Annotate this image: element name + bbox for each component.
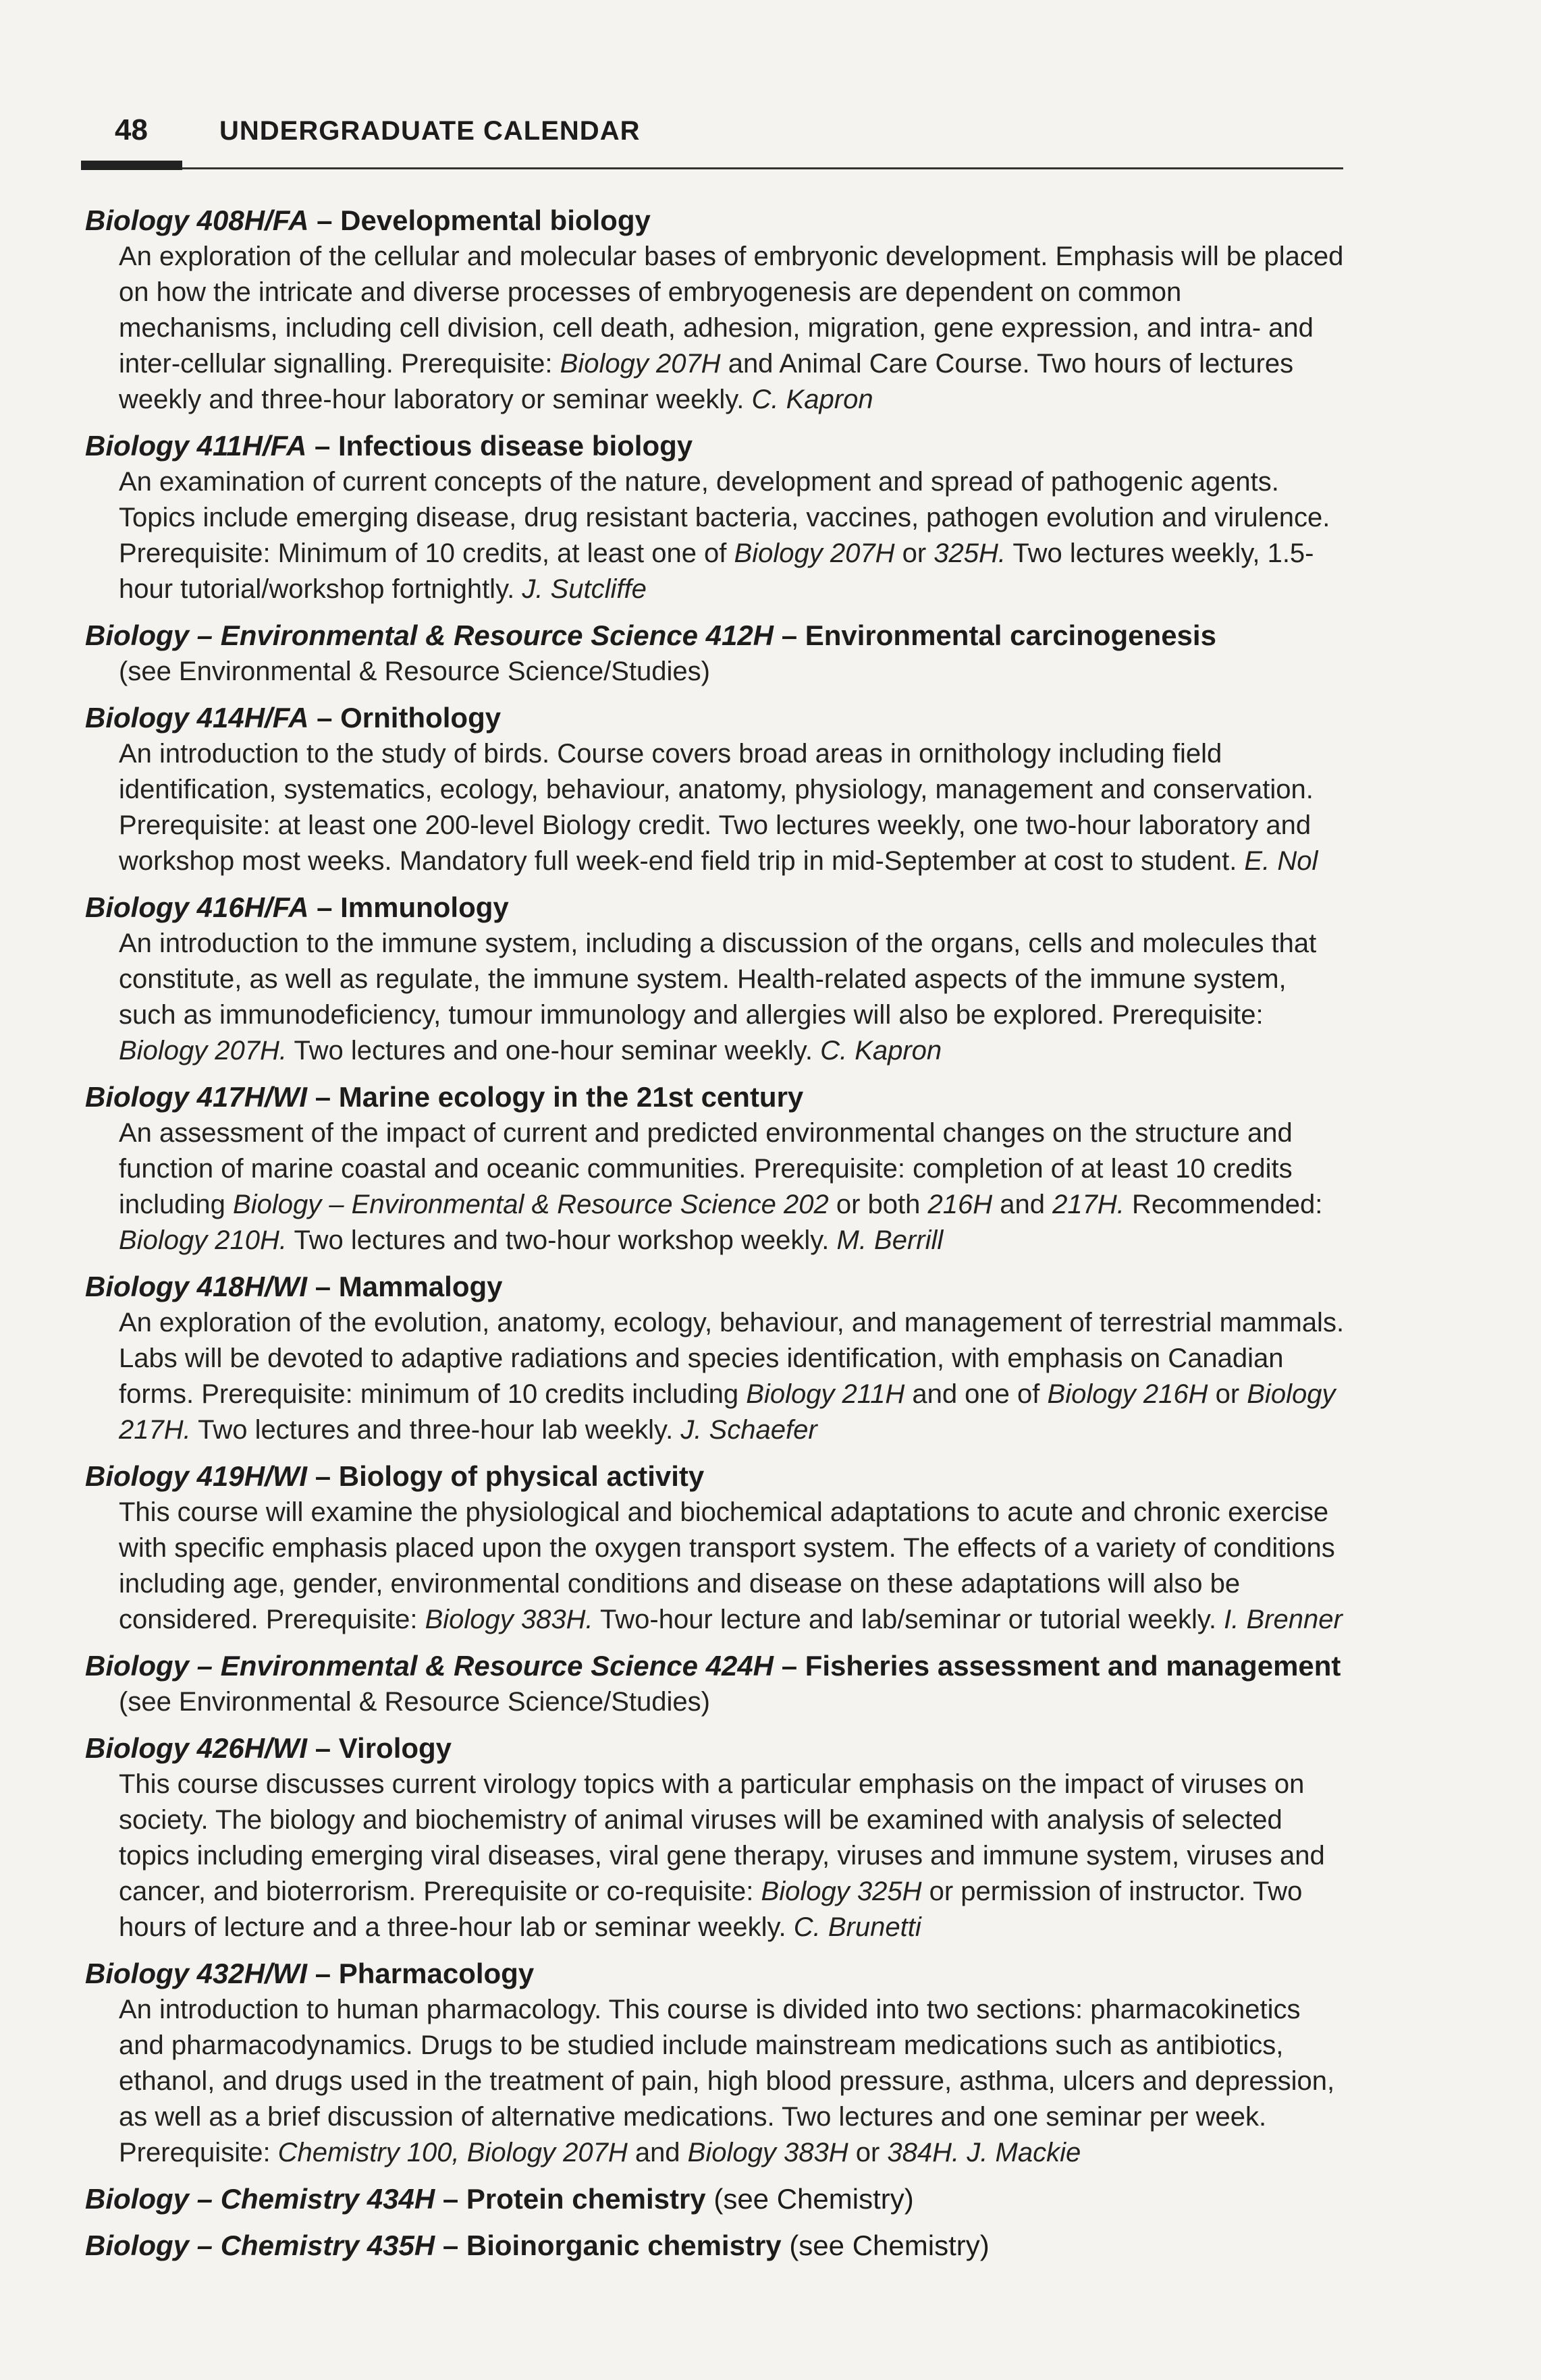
description-emphasis: Biology 211H [746,1379,905,1409]
course-description [119,239,1347,418]
course-description [119,1115,1347,1258]
description-emphasis: J. Sutcliffe [522,574,647,604]
course-entry [85,1730,1347,1945]
course-entry [85,202,1347,418]
course-title: Protein chemistry [466,2183,706,2215]
description-text: Two lectures and one-hour seminar weekly. [287,1036,821,1066]
page-header [81,113,1343,167]
course-separator: – [435,2230,466,2261]
description-emphasis: Biology 216H [1047,1379,1208,1409]
course-description [119,1992,1347,2171]
header-rule [182,167,1343,169]
course-entry [85,889,1347,1069]
course-code: Biology – Environmental & Resource Science 412H [85,619,774,651]
course-entry [85,1458,1347,1638]
course-code: Biology 416H/FA [85,891,309,923]
course-heading [85,1458,1347,1495]
page-number: 48 [115,113,148,146]
course-separator: – [307,1732,339,1764]
description-text: This course will examine the physiological and biochemical adaptations to acute and chronic exercise with specific emphasis placed upon the oxygen transport system. The effects of a variety of conditions including age, gender, environmental conditions and disease on these adaptations will also be considered. Prerequisite: [119,1497,1335,1634]
course-separator: – [307,1958,339,1989]
description-text: and [992,1190,1053,1219]
course-heading [85,428,1347,464]
course-heading [85,1956,1347,1992]
description-text: or both [828,1190,928,1219]
course-separator: – [774,619,805,651]
description-emphasis: 216H [927,1190,993,1219]
course-code: Biology 432H/WI [85,1958,308,1989]
course-heading [85,2181,1347,2217]
course-separator: – [307,1271,339,1302]
course-title: Infectious disease biology [338,430,693,462]
course-code: Biology 408H/FA [85,204,309,236]
description-emphasis: C. Brunetti [793,1912,921,1942]
course-description [119,464,1347,607]
course-code: Biology – Chemistry 434H [85,2183,435,2215]
course-separator: – [307,1460,339,1492]
description-text: An introduction to the immune system, including a discussion of the organs, cells and molecules that constitute, as well as regulate, the immune system. Health-related aspects of the immune system, such as immunodeficiency, tumour immunology and allergies will also be explored. Prerequisite: [119,929,1317,1030]
description-emphasis: E. Nol [1244,846,1318,876]
description-text: An exploration of the cellular and molecular bases of embryonic development. Emphasis will be placed on how the intricate and diverse processes of embryogenesis are dependent on common mechanisms, including cell division, cell death, adhesion, migration, gene expression, and intra- and inter-cellular signalling. Prerequisite: [119,242,1344,379]
course-title: Fisheries assessment and management [805,1650,1341,1682]
description-emphasis: Biology 207H [560,349,721,379]
description-text: An introduction to the study of birds. Course covers broad areas in ornithology including field identification, systematics, ecology, behaviour, anatomy, physiology, management and conservation. Prerequisite: at least one 200-level Biology credit. Two lectures weekly, one two-hour laboratory and workshop most weeks. Mandatory full week-end field trip in mid-September at cost to student. [119,739,1314,876]
description-text: Recommended: [1124,1190,1323,1219]
description-text [959,2138,967,2167]
description-text: (see Environmental & Resource Science/Studies) [119,657,710,686]
course-title: Developmental biology [340,204,651,236]
description-emphasis: Chemistry 100, Biology 207H [277,2138,628,2167]
course-entry [85,428,1347,607]
course-entry [85,2227,1347,2264]
course-heading [85,889,1347,926]
course-heading [85,2227,1347,2264]
course-separator: – [308,204,341,236]
course-title: Virology [338,1732,452,1764]
course-separator: – [308,891,341,923]
description-text: and one of [904,1379,1048,1409]
course-title: Pharmacology [338,1958,535,1989]
description-emphasis: 384H. [887,2138,960,2167]
course-crossref: (see Chemistry) [705,2183,914,2215]
description-text: Two lectures and three-hour lab weekly. [190,1415,681,1445]
course-heading [85,1648,1347,1684]
course-heading [85,617,1347,654]
course-entry [85,1956,1347,2171]
course-entry [85,1648,1347,1720]
course-description [119,736,1347,879]
description-emphasis: Biology 210H. [119,1225,288,1255]
course-description [119,1495,1347,1638]
course-code: Biology 411H/FA [85,430,307,462]
description-text: (see Environmental & Resource Science/Studies) [119,1687,710,1717]
description-emphasis: C. Kapron [751,385,873,414]
course-code: Biology 417H/WI [85,1081,308,1113]
course-separator: – [308,702,341,734]
running-title: UNDERGRADUATE CALENDAR [219,116,641,146]
description-text: An assessment of the impact of current and predicted environmental changes on the structure and function of marine coastal and oceanic communities. Prerequisite: completion of at least 10 credits including [119,1118,1293,1219]
course-title: Environmental carcinogenesis [805,619,1216,651]
description-text: and Animal Care Course. Two hours of lectures weekly and three-hour laboratory or seminar weekly. [119,349,1294,414]
description-emphasis: 217H. [1052,1190,1125,1219]
description-emphasis: C. Kapron [820,1036,942,1066]
course-title: Biology of physical activity [338,1460,705,1492]
description-text: or [894,538,934,568]
course-separator: – [306,430,338,462]
course-title: Mammalogy [338,1271,503,1302]
description-emphasis: J. Mackie [967,2138,1081,2167]
course-heading [85,202,1347,239]
course-code: Biology 418H/WI [85,1271,308,1302]
description-text: This course discusses current virology topics with a particular emphasis on the impact of viruses on society. The biology and biochemistry of animal viruses will be examined with analysis of selected topics including emerging viral diseases, viral gene therapy, viruses and immune system, viruses and cancer, and bioterrorism. Prerequisite or co-requisite: [119,1769,1325,1906]
course-heading [85,1079,1347,1115]
description-emphasis: Biology 207H [734,538,895,568]
course-separator: – [774,1650,805,1682]
description-emphasis: Biology 383H [687,2138,848,2167]
description-emphasis: Biology – Environmental & Resource Science 202 [233,1190,829,1219]
description-emphasis: J. Schaefer [680,1415,817,1445]
course-heading [85,700,1347,736]
description-emphasis: Biology 217H. [119,1379,1336,1445]
description-text: An exploration of the evolution, anatomy, ecology, behaviour, and management of terrestrial mammals. Labs will be devoted to adaptive radiations and species identification, with emphasis on Canadian forms. Prerequisite: minimum of 10 credits including [119,1308,1345,1409]
description-emphasis: Biology 207H. [119,1036,288,1066]
description-text: An introduction to human pharmacology. This course is divided into two sections: pharmacokinetics and pharmacodynamics. Drugs to be studied include mainstream medications such as antibiotics, ethanol, and drugs used in the treatment of pain, high blood pressure, asthma, ulcers and depression, as well as a brief discussion of alternative medications. Two lectures and one seminar per week. Prerequisite: [119,1995,1335,2167]
description-emphasis: Biology 383H. [425,1605,593,1634]
course-entry [85,617,1347,690]
course-entry [85,1079,1347,1258]
course-description [119,926,1347,1069]
course-heading [85,1730,1347,1767]
course-code: Biology 414H/FA [85,702,309,734]
course-list [85,202,1347,2274]
course-separator: – [435,2183,466,2215]
course-description [119,1767,1347,1945]
course-title: Bioinorganic chemistry [466,2230,782,2261]
description-emphasis: I. Brenner [1224,1605,1343,1634]
description-text: or permission of instructor. Two hours of lecture and a three-hour lab or seminar weekly. [119,1877,1303,1942]
course-title: Marine ecology in the 21st century [338,1081,804,1113]
description-text: or [848,2138,888,2167]
description-text: or [1208,1379,1247,1409]
header-rule-accent [81,161,182,170]
course-code: Biology 419H/WI [85,1460,308,1492]
course-code: Biology – Environmental & Resource Science 424H [85,1650,774,1682]
course-crossref: (see Chemistry) [781,2230,990,2261]
description-text: Two-hour lecture and lab/seminar or tutorial weekly. [593,1605,1224,1634]
course-separator: – [307,1081,339,1113]
course-code: Biology – Chemistry 435H [85,2230,435,2261]
course-title: Immunology [340,891,509,923]
course-entry [85,2181,1347,2217]
course-description [119,1684,1347,1720]
description-emphasis: 325H. [934,538,1006,568]
description-emphasis: M. Berrill [836,1225,944,1255]
course-title: Ornithology [340,702,502,734]
course-description [119,654,1347,690]
course-code: Biology 426H/WI [85,1732,308,1764]
course-heading [85,1269,1347,1305]
description-emphasis: Biology 325H [761,1877,922,1906]
description-text: Two lectures weekly, 1.5-hour tutorial/workshop fortnightly. [119,538,1314,604]
description-text: An examination of current concepts of the nature, development and spread of pathogenic agents. Topics include emerging disease, drug resistant bacteria, vaccines, pathogen evolution and virulence. Prerequisite: Minimum of 10 credits, at least one of [119,467,1330,568]
description-text: Two lectures and two-hour workshop weekly. [287,1225,837,1255]
course-entry [85,1269,1347,1448]
course-entry [85,700,1347,879]
course-description [119,1305,1347,1448]
description-text: and [627,2138,688,2167]
